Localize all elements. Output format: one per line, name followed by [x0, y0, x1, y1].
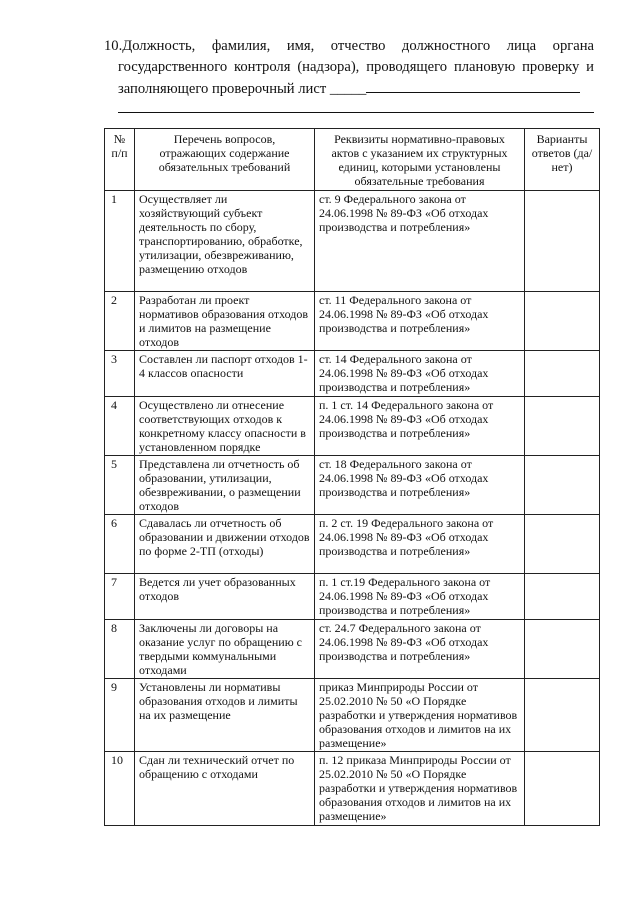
row-question: Осуществляет ли хозяйствующий субъект деятельность по сбору, транспортированию, обработке, утилизации, обезвреживанию, размещению отходов — [135, 191, 315, 292]
paragraph-10 — [104, 36, 594, 113]
row-answer-cell[interactable] — [525, 292, 600, 351]
table-row — [105, 292, 600, 351]
table-row — [105, 397, 600, 456]
row-question: Сдан ли технический отчет по обращению с отходами — [135, 752, 315, 826]
row-answer-cell[interactable] — [525, 351, 600, 397]
row-number: 9 — [105, 679, 135, 752]
row-question: Составлен ли паспорт отходов 1-4 классов опасности — [135, 351, 315, 397]
table-row — [105, 515, 600, 574]
row-answer-cell[interactable] — [525, 679, 600, 752]
row-reference: ст. 9 Федерального закона от 24.06.1998 № 89-ФЗ «Об отходах производства и потребления» — [315, 191, 525, 292]
row-number: 8 — [105, 620, 135, 679]
row-answer-cell[interactable] — [525, 456, 600, 515]
paragraph-line-3 — [104, 78, 594, 100]
table-row — [105, 679, 600, 752]
row-question: Сдавалась ли отчетность об образовании и движении отходов по форме 2-ТП (отходы) — [135, 515, 315, 574]
header-questions: Перечень вопросов, отражающих содержание обязательных требований — [135, 129, 315, 191]
row-number: 4 — [105, 397, 135, 456]
paragraph-text-2: государственного контроля (надзора), проводящего плановую проверку и — [118, 59, 594, 75]
table-row — [105, 456, 600, 515]
paragraph-text-3: заполняющего проверочный лист _____ — [118, 81, 367, 97]
header-references: Реквизиты нормативно-правовых актов с указанием их структурных единиц, которыми установлены обязательные требования — [315, 129, 525, 191]
row-question: Представлена ли отчетность об образовании, утилизации, обезвреживании, о размещении отходов — [135, 456, 315, 515]
row-number: 7 — [105, 574, 135, 620]
row-reference: ст. 18 Федерального закона от 24.06.1998 № 89-ФЗ «Об отходах производства и потребления» — [315, 456, 525, 515]
row-answer-cell[interactable] — [525, 752, 600, 826]
row-number: 10 — [105, 752, 135, 826]
row-question: Ведется ли учет образованных отходов — [135, 574, 315, 620]
table-header-row — [105, 129, 600, 191]
table-row — [105, 752, 600, 826]
row-answer-cell[interactable] — [525, 191, 600, 292]
table-row — [105, 191, 600, 292]
table-row — [105, 351, 600, 397]
row-reference: п. 12 приказа Минприроды России от 25.02.2010 № 50 «О Порядке разработки и утверждения нормативов образования отходов и лимитов на их размещение» — [315, 752, 525, 826]
row-answer-cell[interactable] — [525, 620, 600, 679]
row-reference: ст. 24.7 Федерального закона от 24.06.1998 № 89-ФЗ «Об отходах производства и потребления» — [315, 620, 525, 679]
row-reference: п. 2 ст. 19 Федерального закона от 24.06.1998 № 89-ФЗ «Об отходах производства и потребления» — [315, 515, 525, 574]
row-reference: п. 1 ст. 14 Федерального закона от 24.06.1998 № 89-ФЗ «Об отходах производства и потребления» — [315, 397, 525, 456]
row-number: 3 — [105, 351, 135, 397]
header-number: № п/п — [105, 129, 135, 191]
paragraph-text-1: Должность, фамилия, имя, отчество должностного лица органа — [122, 38, 594, 54]
checklist-table — [104, 128, 600, 826]
table-row — [105, 620, 600, 679]
row-answer-cell[interactable] — [525, 515, 600, 574]
table-row — [105, 574, 600, 620]
row-number: 2 — [105, 292, 135, 351]
row-number: 1 — [105, 191, 135, 292]
header-answers: Варианты ответов (да/нет) — [525, 129, 600, 191]
row-answer-cell[interactable] — [525, 574, 600, 620]
inspector-name-second-line[interactable] — [118, 112, 594, 113]
row-question: Установлены ли нормативы образования отходов и лимиты на их размещение — [135, 679, 315, 752]
row-reference: п. 1 ст.19 Федерального закона от 24.06.1998 № 89-ФЗ «Об отходах производства и потребления» — [315, 574, 525, 620]
row-number: 6 — [105, 515, 135, 574]
row-reference: ст. 11 Федерального закона от 24.06.1998 № 89-ФЗ «Об отходах производства и потребления» — [315, 292, 525, 351]
row-question: Разработан ли проект нормативов образования отходов и лимитов на размещение отходов — [135, 292, 315, 351]
paragraph-line-1 — [104, 36, 594, 57]
row-reference: ст. 14 Федерального закона от 24.06.1998 № 89-ФЗ «Об отходах производства и потребления» — [315, 351, 525, 397]
inspector-name-fill-line[interactable] — [366, 78, 580, 93]
row-question: Осуществлено ли отнесение соответствующих отходов к конкретному классу опасности в установленном порядке — [135, 397, 315, 456]
row-reference: приказ Минприроды России от 25.02.2010 № 50 «О Порядке разработки и утверждения нормативов образования отходов и лимитов на их размещение» — [315, 679, 525, 752]
row-number: 5 — [105, 456, 135, 515]
row-question: Заключены ли договоры на оказание услуг по обращению с твердыми коммунальными отходами — [135, 620, 315, 679]
paragraph-number: 10. — [104, 38, 123, 54]
row-answer-cell[interactable] — [525, 397, 600, 456]
